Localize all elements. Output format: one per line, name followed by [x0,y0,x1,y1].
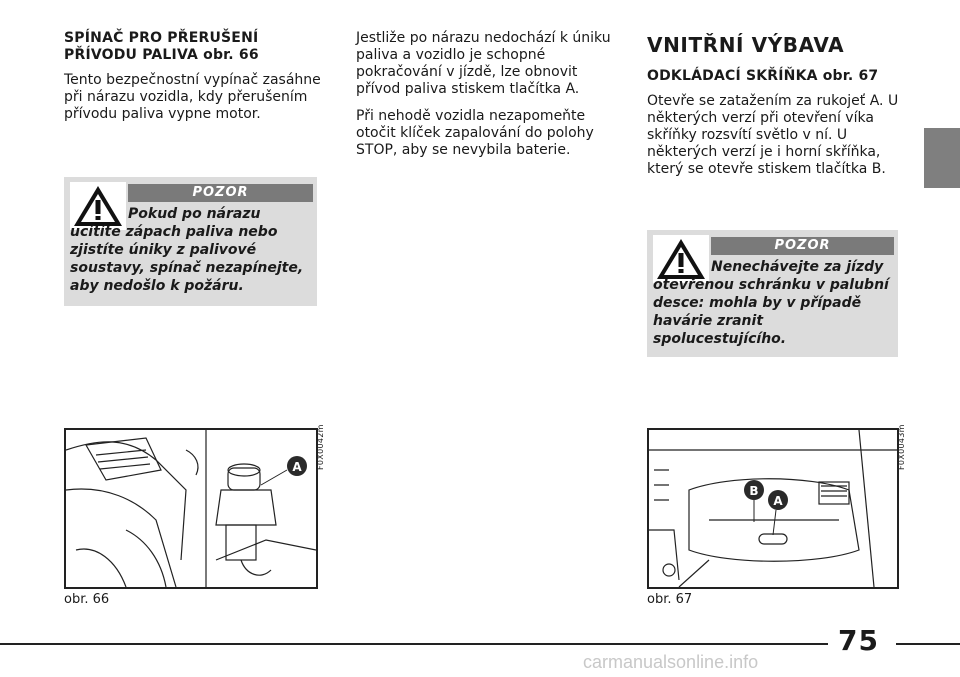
section-side-tab [924,128,960,188]
warning-text: Pokud po nárazu ucítíte zápach paliva nebo zjistíte úniky z palivové soustavy, spínač nezapínejte, aby nedošlo k požáru. [70,206,304,294]
marker-a: A [773,494,783,508]
figure-67-caption: obr. 67 [647,592,693,607]
figure-66-caption: obr. 66 [64,592,110,607]
fuel-cutoff-heading [64,30,322,64]
warning-text: Nenechávejte za jízdy otevřenou schránku v palubní desce: mohla by v případě havárie zranit spolucestujícího. [653,259,889,347]
heading-line-2: PŘÍVODU PALIVA obr. 66 [64,47,259,63]
glovebox-illustration [649,430,897,587]
page-number: 75 [838,624,879,657]
marker-a: A [292,460,302,474]
glovebox-paragraph: Otevře se zatažením za rukojeť A. U některých verzí při otevření víka skříňky rozsvítí světlo v ní. U některých verzí je i horní skříňka, který se otevře stiskem tlačítka B. [647,93,899,177]
warning-label: POZOR [711,237,894,255]
column-3 [647,30,905,188]
figure-67 [647,428,899,589]
figure-66 [64,428,318,589]
interior-equipment-heading: VNITŘNÍ VÝBAVA [647,33,845,57]
marker-b: B [749,484,759,498]
column-2 [356,30,614,169]
fuel-switch-illustration [66,430,316,587]
restore-fuel-paragraph: Jestliže po nárazu nedochází k úniku paliva a vozidlo je schopné pokračování v jízdě, lze obnovit přívod paliva stiskem tlačítka A. [356,30,611,97]
ignition-stop-paragraph: Při nehodě vozidla nezapomeňte otočit klíček zapalování do polohy STOP, aby se nevybila baterie. [356,108,594,158]
footer-rule [0,643,828,645]
figure-67-code: F0X0043m [897,424,906,470]
warning-box-fuel [64,177,317,306]
figure-66-code: F0X0042m [316,424,325,470]
watermark: carmanualsonline.info [583,652,759,672]
warning-label: POZOR [128,184,313,202]
fuel-cutoff-paragraph: Tento bezpečnostní vypínač zasáhne při nárazu vozidla, kdy přerušením přívodu paliva vypne motor. [64,72,321,122]
glovebox-heading: ODKLÁDACÍ SKŘÍŇKA obr. 67 [647,68,879,84]
warning-box-glovebox [647,230,898,357]
column-1 [64,30,322,133]
footer-rule-right [896,643,960,645]
heading-line-1: SPÍNAČ PRO PŘERUŠENÍ [64,30,259,46]
